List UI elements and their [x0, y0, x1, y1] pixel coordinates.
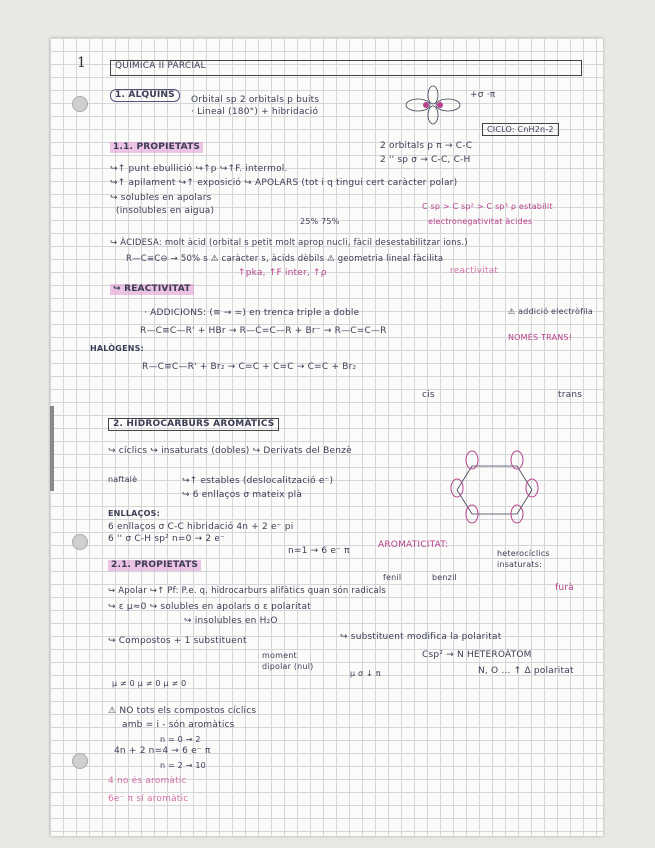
- note-line: ↑pka, ↑F inter, ↑ρ: [238, 268, 327, 278]
- note-line: Csp² → N HETEROÀTOM: [422, 650, 532, 660]
- note-line: ↪↑ estables (deslocalització e⁻): [182, 476, 334, 486]
- note-line: · Lineal (180°) + hibridació: [191, 107, 319, 117]
- page-number: 1: [77, 55, 86, 71]
- reaction-equation: R—C≡C—R' + Br₂ → C=C + C=C → C=C + Br₂: [142, 362, 357, 372]
- note-line: trans: [558, 390, 583, 400]
- note-line: ↪ 6 enllaços σ mateix plà: [182, 490, 303, 500]
- note-line: heterocíclics insaturats:: [497, 549, 550, 569]
- note-line: fenil: [383, 573, 402, 582]
- note-line: HALÒGENS:: [90, 344, 144, 353]
- note-line: ↪↑ punt ebullició ↪↑p ↪↑F. intermol.: [110, 164, 288, 174]
- note-line: n=1 → 6 e⁻ π: [288, 546, 350, 556]
- note-line: ⚠ addició electròfila: [508, 307, 594, 316]
- subsection-heading-propietats-2: 2.1. PROPIETATS: [108, 560, 201, 571]
- note-line: ↪ solubles en apolars: [110, 193, 212, 203]
- binding-strip: [50, 406, 54, 491]
- note-line: AROMATICITAT:: [378, 540, 449, 550]
- reaction-equation: R—C≡C—R' + HBr → R—Ċ=C—R + Br⁻ → R—C=C—R: [140, 326, 387, 336]
- note-line: amb = i - són aromàtics: [122, 720, 235, 730]
- note-line: +σ ·π: [470, 90, 496, 100]
- note-line: 4 no és aromàtic: [108, 776, 187, 786]
- note-line: Orbital sp 2 orbitals p buits: [191, 95, 320, 105]
- note-line: ↪ substituent modifica la polaritat: [340, 632, 502, 642]
- page-title: QUÍMICA II PARCIAL: [110, 60, 582, 76]
- note-line: furà: [555, 583, 574, 593]
- note-line: cis: [422, 390, 435, 400]
- benzene-orbital-diagram: [422, 448, 572, 528]
- section-heading-hidrocarburs: 2. HIDROCARBURS AROMÀTICS: [108, 418, 279, 431]
- orbital-diagram: [398, 83, 468, 131]
- note-line: 6 '' σ C-H sp² n=0 → 2 e⁻: [108, 534, 226, 544]
- note-line: ↪ cíclics ↪ insaturats (dobles) ↪ Derivats del Benzè: [108, 446, 352, 456]
- note-line: naftalè: [108, 475, 138, 484]
- note-line: ENLLAÇOS:: [108, 509, 160, 518]
- note-line: 6 enllaços σ C-C hibridació 4n + 2 e⁻ pi: [108, 522, 294, 532]
- note-line: 25% 75%: [300, 217, 340, 226]
- note-line: R—C≡C⊖ → 50% s ⚠ caràcter s, àcids dèbils ⚠ geometria lineal fàcilita: [126, 254, 444, 264]
- note-line: ↪ ÀCIDESA: molt àcid (orbital s petit molt aprop nucli, fàcil desestabilitzar ions.): [110, 238, 468, 248]
- note-line: NOMÉS TRANS!: [508, 333, 573, 342]
- note-line: ↪ Apolar ↪↑ Pf: P.e. q. hidrocarburs alifàtics quan són radicals: [108, 586, 387, 596]
- notebook-page: [50, 38, 603, 836]
- note-line: 2 orbitals p π → C-C: [380, 141, 473, 151]
- binder-hole: [72, 753, 88, 769]
- note-line: 6e⁻ π sí aromàtic: [108, 794, 189, 804]
- subsection-heading-reactivitat: ↪ REACTIVITAT: [110, 284, 194, 295]
- note-line: benzil: [432, 573, 457, 582]
- note-line: reactivitat: [450, 266, 499, 276]
- note-line: moment dipolar (nul): [262, 651, 314, 671]
- note-line: 4n + 2 n=4 → 6 e⁻ π: [114, 746, 211, 756]
- note-line: ↪↑ apilament ↪↑ exposició ↪ APOLARS (tot i q tingui cert caràcter polar): [110, 178, 458, 188]
- note-line: C sp > C sp² > C sp³ ρ estabilit: [422, 202, 553, 211]
- subsection-heading-propietats: 1.1. PROPIETATS: [110, 142, 203, 153]
- note-line: N, O ... ↑ Δ polaritat: [478, 666, 574, 676]
- binder-hole: [72, 534, 88, 550]
- note-line: μ σ ↓ π: [350, 669, 381, 678]
- note-line: n = 0 → 2: [160, 735, 201, 744]
- note-line: ↪ insolubles en H₂O: [184, 616, 278, 626]
- note-line: electronegativitat àcides: [428, 217, 533, 226]
- note-line: n = 2 → 10: [160, 761, 206, 770]
- note-line: ↪ Compostos + 1 substituent: [108, 636, 247, 646]
- note-line: · ADDICIONS: (≡ → =) en trenca triple a doble: [144, 308, 360, 318]
- section-heading-alquins: 1. ALQUINS: [110, 89, 180, 102]
- cycle-formula-box: CICLO: CnH2n-2: [482, 123, 559, 136]
- note-line: ⚠ NO tots els compostos cíclics: [108, 706, 257, 716]
- note-line: 2 '' sp σ → C-C, C-H: [380, 155, 471, 165]
- note-line: μ ≠ 0 μ ≠ 0 μ ≠ 0: [112, 679, 187, 688]
- note-line: ↪ ε μ≈0 ↪ solubles en apolars o ε polaritat: [108, 602, 311, 612]
- note-line: (insolubles en aigua): [116, 206, 215, 216]
- binder-hole: [72, 96, 88, 112]
